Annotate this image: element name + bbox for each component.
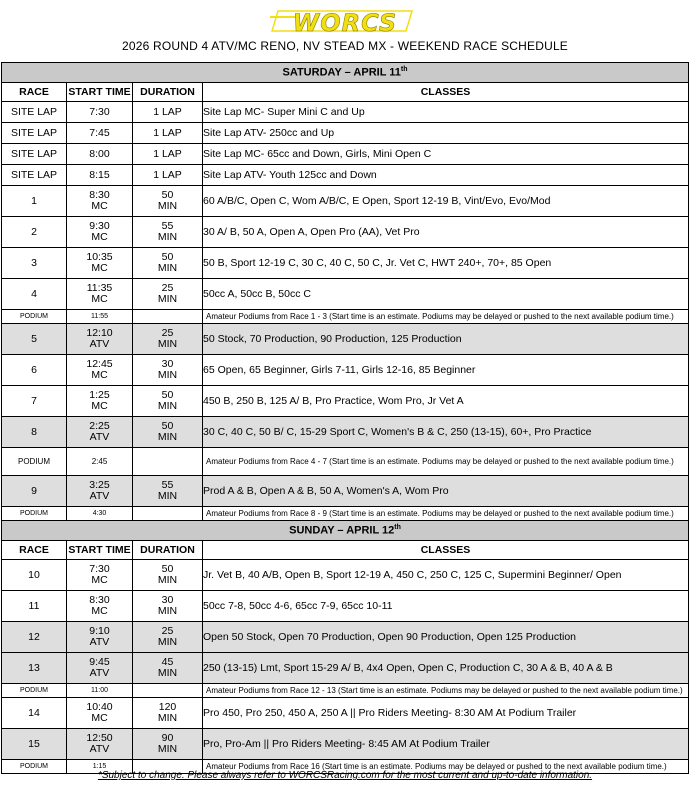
duration-cell — [133, 698, 203, 729]
classes-cell: 50 B, Sport 12-19 C, 30 C, 40 C, 50 C, Jr. Vet C, HWT 240+, 70+, 85 Open — [203, 248, 689, 279]
duration-cell — [133, 248, 203, 279]
vehicle-type: ATV — [89, 636, 110, 648]
duration-cell — [133, 448, 203, 476]
race-row — [2, 144, 689, 165]
column-header-row — [2, 83, 689, 102]
sunday-header-row — [2, 521, 689, 541]
start-time-cell — [67, 386, 133, 417]
classes-cell: Pro, Pro-Am || Pro Riders Meeting- 8:45 AM At Podium Trailer — [203, 729, 689, 760]
start-time-cell — [67, 698, 133, 729]
start-time: 2:25 — [89, 420, 110, 432]
start-time-cell: 11:55 — [67, 310, 133, 324]
column-header: CLASSES — [203, 541, 689, 560]
podium-row — [2, 684, 689, 698]
race-row — [2, 248, 689, 279]
start-time-cell — [67, 560, 133, 591]
duration-cell — [133, 560, 203, 591]
classes-cell: Site Lap MC- 65cc and Down, Girls, Mini Open C — [203, 144, 689, 165]
vehicle-type: MC — [91, 200, 108, 212]
start-time: 12:10 — [86, 327, 113, 339]
duration-unit: MIN — [157, 667, 178, 679]
race-row — [2, 355, 689, 386]
start-time-cell — [67, 355, 133, 386]
race-row — [2, 165, 689, 186]
vehicle-type: MC — [91, 293, 108, 305]
duration-unit: MIN — [157, 231, 178, 243]
race-number: 2 — [2, 217, 67, 248]
duration-value: 55 — [161, 220, 174, 232]
race-number: 14 — [2, 698, 67, 729]
column-header: RACE — [2, 83, 67, 102]
classes-cell: Prod A & B, Open A & B, 50 A, Women's A, Wom Pro — [203, 476, 689, 507]
vehicle-type: ATV — [89, 490, 110, 502]
classes-cell: 50cc A, 50cc B, 50cc C — [203, 279, 689, 310]
duration-unit: MIN — [157, 574, 178, 586]
vehicle-type: MC — [91, 574, 108, 586]
race-number: PODIUM — [2, 684, 67, 698]
start-time-cell — [67, 417, 133, 448]
duration-cell: 1 LAP — [133, 165, 203, 186]
duration-unit: MIN — [157, 262, 178, 274]
race-number: SITE LAP — [2, 165, 67, 186]
race-number: 12 — [2, 622, 67, 653]
start-time: 1:25 — [89, 389, 110, 401]
column-header: RACE — [2, 541, 67, 560]
start-time-cell — [67, 248, 133, 279]
sunday-title-text: SUNDAY – APRIL 12 — [289, 524, 395, 537]
race-row — [2, 386, 689, 417]
start-time-cell: 4:30 — [67, 507, 133, 521]
duration-unit: MIN — [157, 293, 178, 305]
race-row — [2, 123, 689, 144]
duration-value: 90 — [161, 732, 174, 744]
column-header: START TIME — [67, 83, 133, 102]
duration-value: 25 — [161, 327, 174, 339]
start-time-cell — [67, 729, 133, 760]
duration-unit: MIN — [157, 431, 178, 443]
classes-cell: Amateur Podiums from Race 12 - 13 (Start time is an estimate. Podiums may be delayed or pushed to the next available podium time.) — [203, 684, 689, 698]
start-time-cell — [67, 591, 133, 622]
logo-text: WORCS — [292, 9, 398, 37]
duration-value: 25 — [161, 625, 174, 637]
duration-cell — [133, 310, 203, 324]
duration-unit: MIN — [157, 605, 178, 617]
race-number: 5 — [2, 324, 67, 355]
race-number: 9 — [2, 476, 67, 507]
start-time: 12:45 — [86, 358, 113, 370]
classes-cell: Site Lap ATV- 250cc and Up — [203, 123, 689, 144]
duration-cell — [133, 217, 203, 248]
start-time-cell: 7:30 — [67, 102, 133, 123]
classes-cell: 50 Stock, 70 Production, 90 Production, 125 Production — [203, 324, 689, 355]
race-row — [2, 729, 689, 760]
vehicle-type: MC — [91, 262, 108, 274]
classes-cell: 30 C, 40 C, 50 B/ C, 15-29 Sport C, Women's B & C, 250 (13-15), 60+, Pro Practice — [203, 417, 689, 448]
footer-note: *Subject to change. Please always refer to WORCSRacing.com for the most current and up-to-date information. — [97, 770, 593, 781]
vehicle-type: MC — [91, 231, 108, 243]
race-number: 3 — [2, 248, 67, 279]
race-number: 8 — [2, 417, 67, 448]
saturday-title — [2, 63, 689, 83]
classes-cell: 250 (13-15) Lmt, Sport 15-29 A/ B, 4x4 Open, Open C, Production C, 30 A & B, 40 A & B — [203, 653, 689, 684]
podium-row — [2, 507, 689, 521]
column-header: DURATION — [133, 541, 203, 560]
classes-cell: Amateur Podiums from Race 16 (Start time is an estimate. Podiums may be delayed or pushed to the next available podium time.) — [203, 760, 689, 774]
start-time: 8:30 — [89, 594, 110, 606]
classes-cell: 65 Open, 65 Beginner, Girls 7-11, Girls 12-16, 85 Beginner — [203, 355, 689, 386]
race-row — [2, 324, 689, 355]
race-row — [2, 591, 689, 622]
race-number: 4 — [2, 279, 67, 310]
duration-cell — [133, 355, 203, 386]
duration-unit: MIN — [157, 400, 178, 412]
classes-cell: Amateur Podiums from Race 1 - 3 (Start time is an estimate. Podiums may be delayed or pushed to the next available podium time.) — [203, 310, 689, 324]
race-row — [2, 560, 689, 591]
classes-cell: Amateur Podiums from Race 8 - 9 (Start time is an estimate. Podiums may be delayed or pushed to the next available podium time.) — [203, 507, 689, 521]
race-row — [2, 622, 689, 653]
duration-cell: 1 LAP — [133, 123, 203, 144]
duration-unit: MIN — [157, 743, 178, 755]
duration-unit: MIN — [157, 200, 178, 212]
duration-cell — [133, 507, 203, 521]
podium-row — [2, 310, 689, 324]
race-row — [2, 279, 689, 310]
race-row — [2, 476, 689, 507]
duration-cell — [133, 386, 203, 417]
start-time: 10:40 — [86, 701, 113, 713]
race-number: 10 — [2, 560, 67, 591]
race-number: PODIUM — [2, 507, 67, 521]
start-time: 8:30 — [89, 189, 110, 201]
race-number: 11 — [2, 591, 67, 622]
start-time-cell: 1:15 — [67, 760, 133, 774]
vehicle-type: ATV — [89, 338, 110, 350]
race-row — [2, 417, 689, 448]
vehicle-type: ATV — [89, 667, 110, 679]
saturday-header-row — [2, 63, 689, 83]
start-time-cell: 11:00 — [67, 684, 133, 698]
race-number: SITE LAP — [2, 144, 67, 165]
race-row — [2, 102, 689, 123]
race-number: PODIUM — [2, 448, 67, 476]
classes-cell: 30 A/ B, 50 A, Open A, Open Pro (AA), Vet Pro — [203, 217, 689, 248]
race-number: 15 — [2, 729, 67, 760]
column-header: START TIME — [67, 541, 133, 560]
start-time-cell — [67, 622, 133, 653]
duration-cell — [133, 591, 203, 622]
race-number: SITE LAP — [2, 102, 67, 123]
duration-value: 50 — [161, 563, 174, 575]
duration-unit: MIN — [157, 369, 178, 381]
race-number: PODIUM — [2, 310, 67, 324]
column-header: DURATION — [133, 83, 203, 102]
start-time-cell — [67, 324, 133, 355]
duration-value: 50 — [161, 389, 174, 401]
podium-row — [2, 448, 689, 476]
column-header: CLASSES — [203, 83, 689, 102]
duration-value: 50 — [161, 189, 174, 201]
duration-cell — [133, 279, 203, 310]
race-number: 1 — [2, 186, 67, 217]
vehicle-type: ATV — [89, 743, 110, 755]
race-row — [2, 653, 689, 684]
start-time: 12:50 — [86, 732, 113, 744]
duration-unit: MIN — [157, 712, 178, 724]
classes-cell: Site Lap MC- Super Mini C and Up — [203, 102, 689, 123]
vehicle-type: ATV — [89, 431, 110, 443]
saturday-title-suffix: th — [400, 66, 408, 74]
duration-cell — [133, 653, 203, 684]
duration-cell — [133, 622, 203, 653]
classes-cell: 450 B, 250 B, 125 A/ B, Pro Practice, Wom Pro, Jr Vet A — [203, 386, 689, 417]
vehicle-type: MC — [91, 712, 108, 724]
vehicle-type: MC — [91, 605, 108, 617]
duration-cell: 1 LAP — [133, 144, 203, 165]
sunday-title-suffix: th — [394, 524, 401, 532]
start-time: 9:10 — [89, 625, 110, 637]
start-time-cell — [67, 653, 133, 684]
duration-unit: MIN — [157, 490, 178, 502]
start-time: 11:35 — [86, 282, 113, 294]
race-row — [2, 217, 689, 248]
race-number: PODIUM — [2, 760, 67, 774]
classes-cell: Jr. Vet B, 40 A/B, Open B, Sport 12-19 A, 450 C, 250 C, 125 C, Supermini Beginner/ Open — [203, 560, 689, 591]
worcs-logo — [0, 6, 690, 36]
race-row — [2, 186, 689, 217]
start-time: 3:25 — [89, 479, 110, 491]
duration-value: 50 — [161, 251, 174, 263]
duration-value: 120 — [158, 701, 177, 713]
start-time: 9:30 — [89, 220, 110, 232]
duration-unit: MIN — [157, 338, 178, 350]
classes-cell: Open 50 Stock, Open 70 Production, Open 90 Production, Open 125 Production — [203, 622, 689, 653]
race-number: 7 — [2, 386, 67, 417]
sunday-title — [2, 521, 689, 541]
start-time-cell: 8:00 — [67, 144, 133, 165]
classes-cell: Amateur Podiums from Race 4 - 7 (Start time is an estimate. Podiums may be delayed or pushed to the next available podium time.) — [203, 448, 689, 476]
duration-cell — [133, 684, 203, 698]
duration-value: 45 — [161, 656, 174, 668]
duration-value: 55 — [161, 479, 174, 491]
classes-cell: Site Lap ATV- Youth 125cc and Down — [203, 165, 689, 186]
classes-cell: 60 A/B/C, Open C, Wom A/B/C, E Open, Sport 12-19 B, Vint/Evo, Evo/Mod — [203, 186, 689, 217]
start-time-cell — [67, 217, 133, 248]
vehicle-type: MC — [91, 400, 108, 412]
race-row — [2, 698, 689, 729]
duration-cell — [133, 417, 203, 448]
duration-cell — [133, 324, 203, 355]
start-time-cell — [67, 186, 133, 217]
vehicle-type: MC — [91, 369, 108, 381]
start-time-cell: 2:45 — [67, 448, 133, 476]
race-number: 6 — [2, 355, 67, 386]
start-time-cell: 8:15 — [67, 165, 133, 186]
duration-cell — [133, 476, 203, 507]
page-subtitle: 2026 ROUND 4 ATV/MC RENO, NV STEAD MX - WEEKEND RACE SCHEDULE — [121, 39, 569, 53]
start-time-cell — [67, 476, 133, 507]
duration-cell: 1 LAP — [133, 102, 203, 123]
duration-value: 30 — [161, 594, 174, 606]
column-header-row — [2, 541, 689, 560]
duration-cell — [133, 729, 203, 760]
duration-unit: MIN — [157, 636, 178, 648]
saturday-title-text: SATURDAY – APRIL 11 — [282, 66, 401, 79]
duration-value: 50 — [161, 420, 174, 432]
schedule-table — [1, 62, 689, 774]
duration-value: 30 — [161, 358, 174, 370]
start-time-cell: 7:45 — [67, 123, 133, 144]
race-number: 13 — [2, 653, 67, 684]
start-time: 10:35 — [86, 251, 113, 263]
duration-cell — [133, 186, 203, 217]
classes-cell: 50cc 7-8, 50cc 4-6, 65cc 7-9, 65cc 10-11 — [203, 591, 689, 622]
duration-value: 25 — [161, 282, 174, 294]
start-time-cell — [67, 279, 133, 310]
start-time: 9:45 — [89, 656, 110, 668]
start-time: 7:30 — [89, 563, 110, 575]
classes-cell: Pro 450, Pro 250, 450 A, 250 A || Pro Riders Meeting- 8:30 AM At Podium Trailer — [203, 698, 689, 729]
race-number: SITE LAP — [2, 123, 67, 144]
